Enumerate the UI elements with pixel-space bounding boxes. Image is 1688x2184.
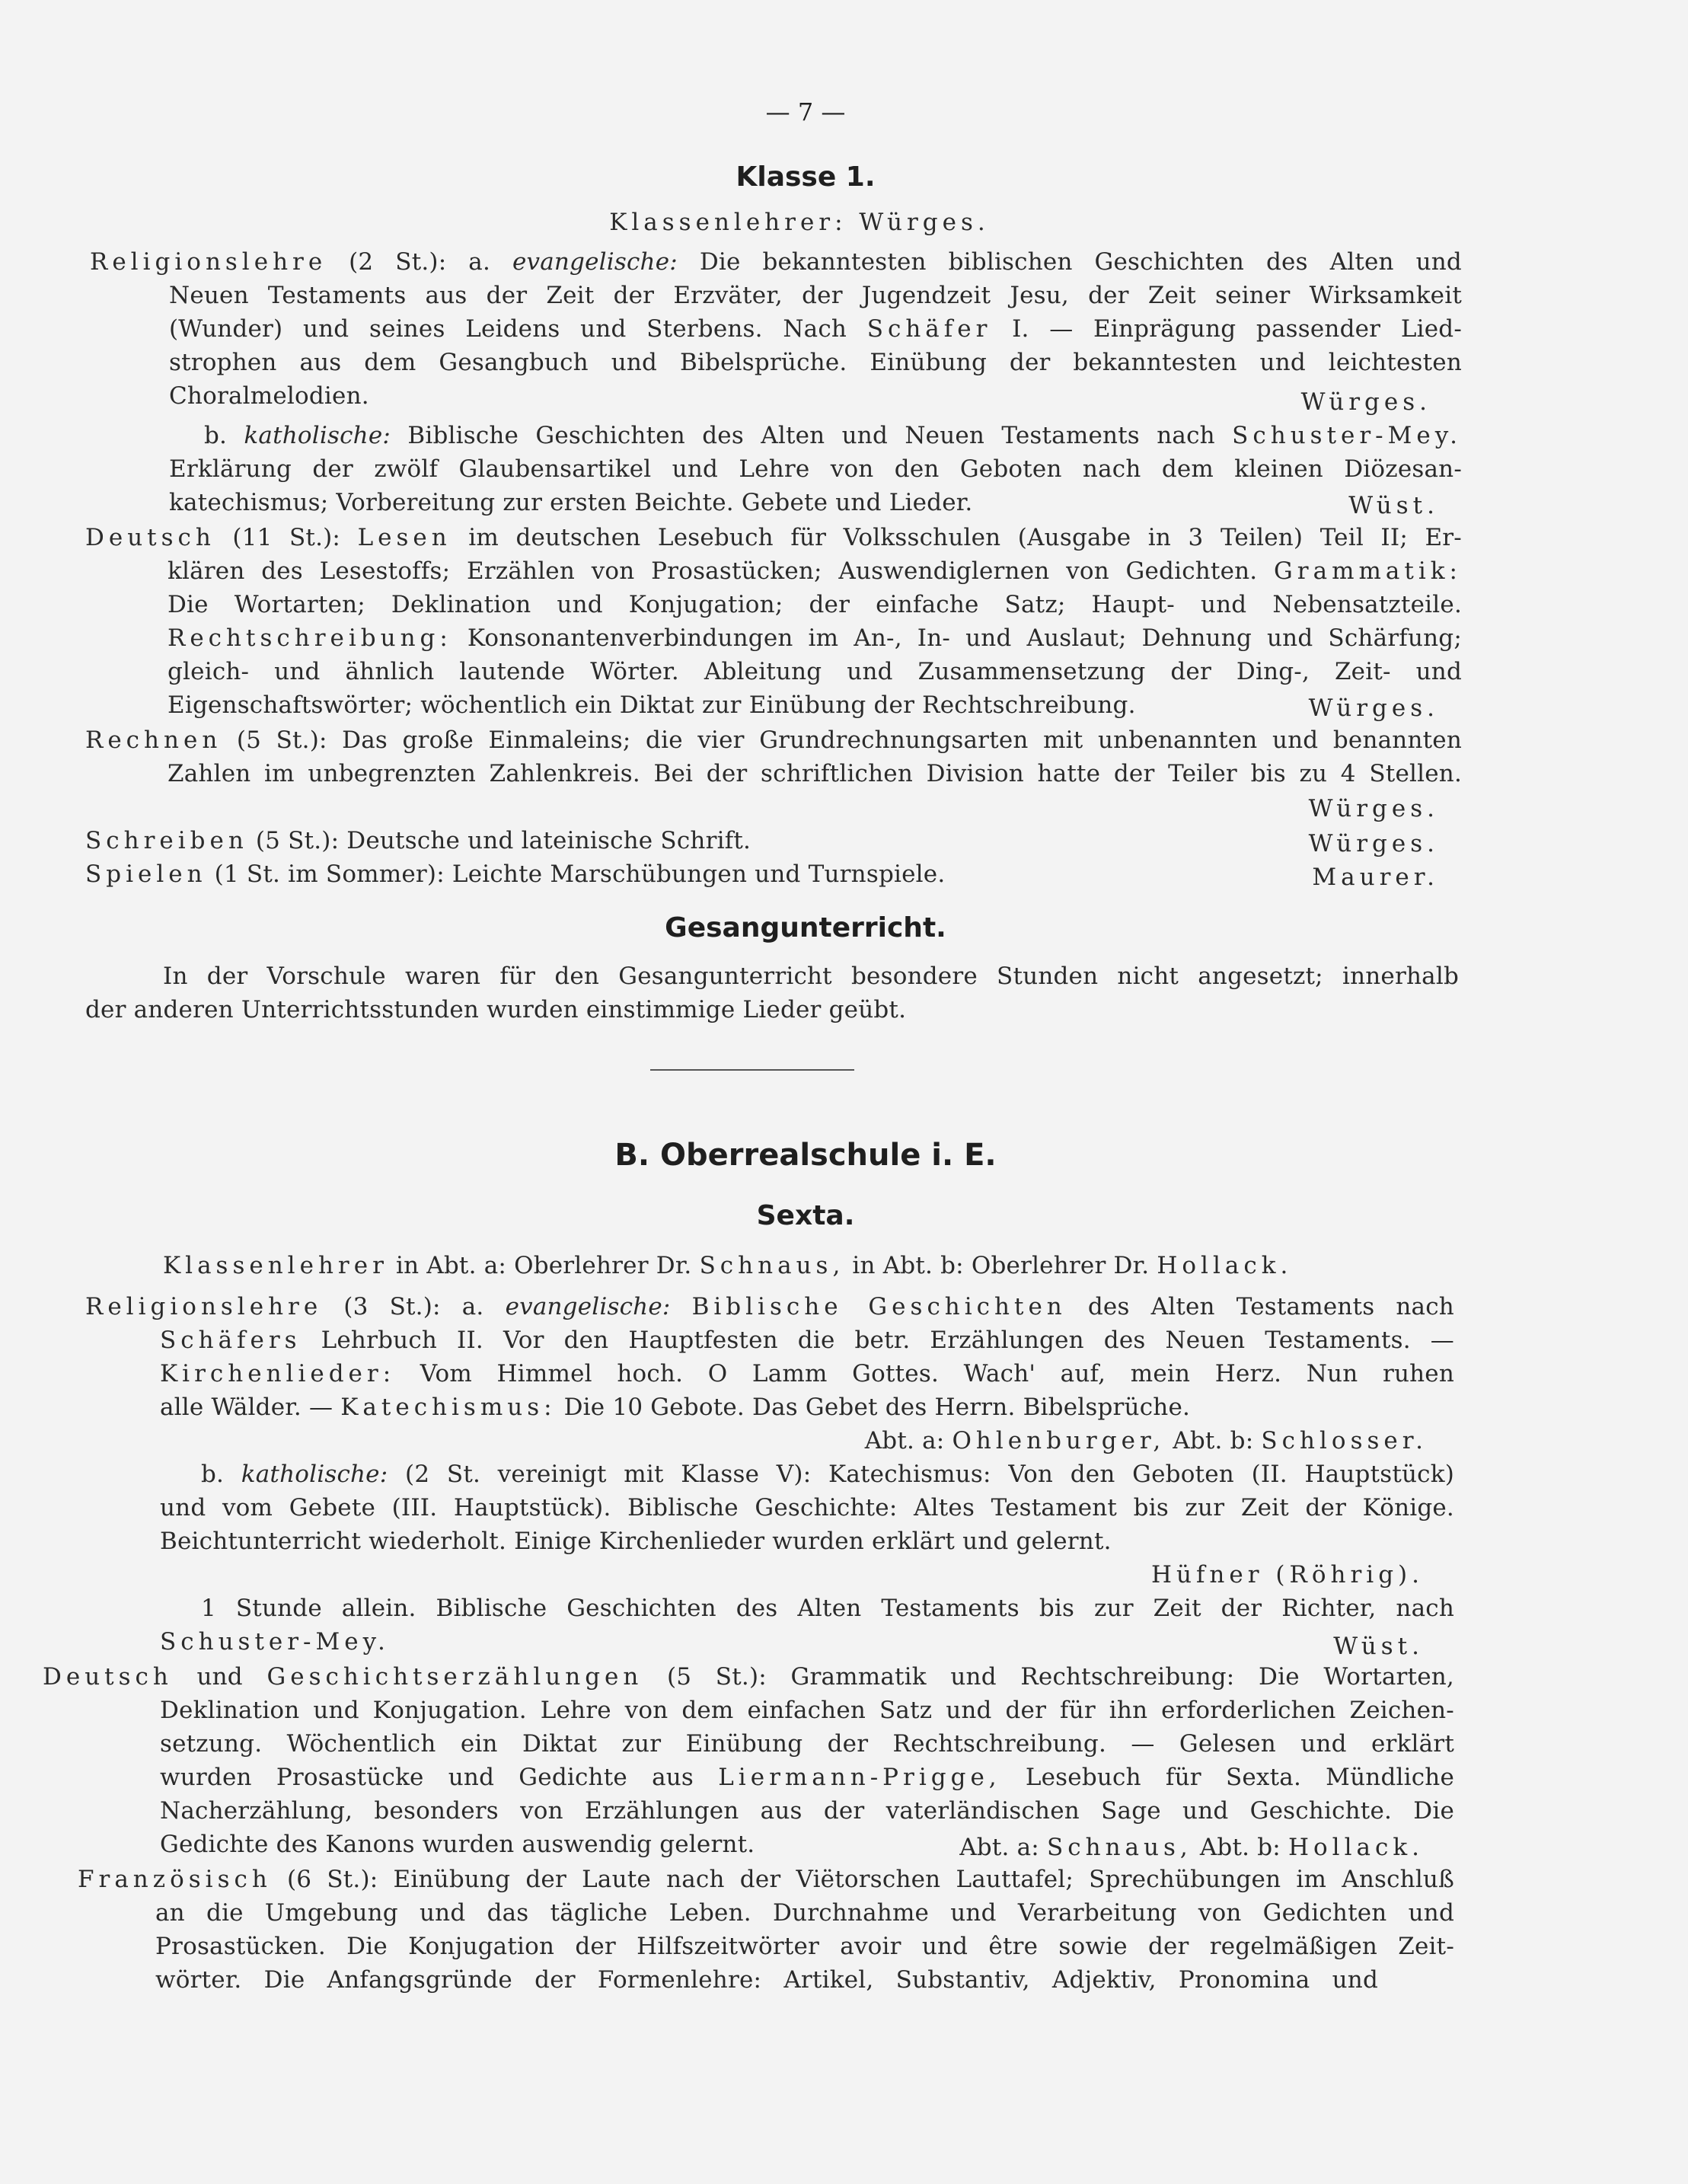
text-fragment: Schnaus,	[1047, 1834, 1192, 1861]
section-heading-oberrealschule: B. Oberrealschule i. E.	[614, 1138, 997, 1173]
text-fragment: b.	[201, 1461, 225, 1488]
section-heading-sexta: Sexta.	[756, 1200, 855, 1231]
teacher-name: Maurer.	[1312, 864, 1439, 891]
sexta-franzoesisch-line-1	[78, 1864, 1454, 1895]
text-fragment: Abt. a:	[864, 1427, 945, 1454]
subject-label-religion: Religionslehre	[85, 1293, 323, 1320]
teacher-name: Würges.	[1308, 830, 1439, 857]
sexta-deutsch-line-2: Deklination und Konjugation. Lehre von dem einfachen Satz und der für ihn erforderlichen Zeichen-	[160, 1697, 1454, 1724]
section-divider	[650, 1069, 854, 1071]
text-fragment: katholische:	[241, 1461, 388, 1488]
text-fragment: (2 St. vereinigt mit Klasse V): Katechismus: Von den Geboten (II. Hauptstück)	[405, 1461, 1455, 1488]
k1-religion-line-8: katechismus; Vorbereitung zur ersten Beichte. Gebete und Lieder.	[169, 489, 973, 516]
k1-spielen-line	[85, 859, 945, 889]
k1-religion-line-3	[169, 314, 1462, 344]
gesang-line-1: In der Vorschule waren für den Gesangunterricht besondere Stunden nicht angesetzt; innerhalb	[163, 963, 1459, 990]
k1-deutsch-line-5: gleich- und ähnlich lautende Wörter. Ableitung und Zusammensetzung der Ding-, Zeit- und	[168, 658, 1462, 685]
text-fragment: im deutschen Lesebuch für Volksschulen (Ausgabe in 3 Teilen) Teil II; Er-	[468, 524, 1462, 551]
section-heading-gesang: Gesangunterricht.	[665, 912, 946, 944]
sexta-deutsch-teachers	[876, 1832, 1424, 1863]
text-fragment: Hollack.	[1157, 1252, 1293, 1279]
text-fragment: (2 St.): a.	[349, 248, 491, 276]
text-fragment: Geschichtserzählungen	[266, 1663, 643, 1691]
text-fragment: Schäfer	[866, 315, 992, 343]
text-fragment: des Alten Testaments nach	[1087, 1293, 1454, 1320]
k1-deutsch-line-3: Die Wortarten; Deklination und Konjugation; der einfache Satz; Haupt- und Nebensatzteile.	[168, 591, 1462, 618]
subject-label-schreiben: Schreiben	[85, 827, 248, 854]
sexta-klassenlehrer-line	[163, 1250, 1292, 1281]
k1-rechnen-line-1	[85, 725, 1462, 755]
text-fragment: (Wunder) und seines Leidens und Sterbens. Nach	[169, 315, 847, 343]
text-fragment: Biblische Geschichten des Alten und Neuen Testaments nach	[407, 422, 1215, 449]
teacher-name: Würges.	[1300, 388, 1431, 416]
sexta-religion-line-2	[160, 1325, 1454, 1355]
k1-deutsch-line-1	[85, 522, 1462, 553]
teacher-name: Würges.	[1308, 795, 1439, 822]
text-fragment: Schnaus,	[699, 1252, 845, 1279]
text-fragment: Ohlenburger,	[952, 1427, 1166, 1454]
subject-label-rechnen: Rechnen	[85, 726, 222, 754]
k1-religion-line-5: Choralmelodien.	[169, 382, 369, 410]
text-fragment: Lehrbuch II. Vor den Hauptfesten die betr. Erzählungen des Neuen Testaments. —	[321, 1327, 1454, 1354]
text-fragment: Konsonantenverbindungen im An-, In- und Auslaut; Dehnung und Schärfung;	[467, 624, 1462, 652]
sexta-deutsch-line-3: setzung. Wöchentlich ein Diktat zur Einübung der Rechtschreibung. — Gelesen und erklärt	[160, 1730, 1454, 1758]
sexta-deutsch-line-6: Gedichte des Kanons wurden auswendig gelernt.	[160, 1831, 755, 1858]
text-fragment: I. — Einprägung passender Lied-	[1012, 315, 1462, 343]
text-fragment: Grammatik:	[1274, 557, 1462, 585]
text-fragment: alle Wälder. —	[160, 1394, 333, 1421]
text-fragment: (11 St.):	[232, 524, 341, 551]
text-fragment: Die 10 Gebote. Das Gebet des Herrn. Bibelsprüche.	[563, 1394, 1191, 1421]
k1-schreiben-line	[85, 825, 751, 856]
text-fragment: Lesen	[357, 524, 452, 551]
sexta-religion-line-11: Schuster-Mey.	[160, 1628, 390, 1656]
text-fragment: Biblische Geschichten	[691, 1293, 1067, 1320]
teacher-name: Wüst.	[1333, 1633, 1424, 1660]
text-fragment: evangelische:	[505, 1293, 671, 1320]
text-fragment: wurden Prosastücke und Gedichte aus	[160, 1764, 694, 1791]
sexta-religion-teachers	[761, 1426, 1428, 1456]
text-fragment: Schlosser.	[1261, 1427, 1428, 1454]
text-fragment: Abt. b:	[1173, 1427, 1254, 1454]
text-fragment: klären des Lesestoffs; Erzählen von Prosastücken; Auswendiglernen von Gedichten.	[168, 557, 1258, 585]
k1-religion-line-7: Erklärung der zwölf Glaubensartikel und Lehre von den Geboten nach dem kleinen Diözesan-	[169, 455, 1462, 483]
text-fragment: (3 St.): a.	[343, 1293, 484, 1320]
text-fragment: b.	[204, 422, 228, 449]
page-number: — 7 —	[765, 97, 846, 126]
k1-religion-line-4: strophen aus dem Gesangbuch und Bibelsprüche. Einübung der bekanntesten und leichtesten	[169, 349, 1462, 376]
section-heading-klasse1: Klasse 1.	[736, 161, 876, 193]
teacher-name: Hüfner (Röhrig).	[1150, 1561, 1424, 1589]
k1-deutsch-line-2	[168, 556, 1462, 586]
text-fragment: evangelische:	[512, 248, 678, 276]
text-fragment: katholische:	[244, 422, 391, 449]
text-fragment: Klassenlehrer	[163, 1252, 388, 1279]
text-fragment: Liermann-Prigge,	[718, 1764, 1001, 1791]
subject-label-religion: Religionslehre	[90, 248, 327, 276]
text-fragment: Hollack.	[1288, 1834, 1424, 1861]
text-fragment: in Abt. a: Oberlehrer Dr.	[395, 1252, 692, 1279]
k1-religion-line-6	[204, 420, 1462, 451]
sexta-deutsch-line-5: Nacherzählung, besonders von Erzählungen aus der vaterländischen Sage und Geschichte. Die	[160, 1797, 1454, 1825]
text-fragment: Schuster-Mey.	[1232, 422, 1462, 449]
text-fragment: in Abt. b: Oberlehrer Dr.	[852, 1252, 1150, 1279]
gesang-line-2: der anderen Unterrichtsstunden wurden einstimmige Lieder geübt.	[85, 996, 907, 1023]
sexta-religion-line-8: Beichtunterricht wiederholt. Einige Kirchenlieder wurden erklärt und gelernt.	[160, 1528, 1112, 1555]
klassenlehrer-line: Klassenlehrer: Würges.	[609, 209, 990, 236]
sexta-franzoesisch-line-2: an die Umgebung und das tägliche Leben. Durchnahme und Verarbeitung von Gedichten und	[155, 1899, 1454, 1927]
text-fragment: Vom Himmel hoch. O Lamm Gottes. Wach' auf, mein Herz. Nun ruhen	[420, 1360, 1455, 1387]
text-fragment: Rechtschreibung:	[168, 624, 452, 652]
text-fragment: (5 St.): Das große Einmaleins; die vier Grundrechnungsarten mit unbenannten und benannten	[236, 726, 1462, 754]
k1-religion-line-1	[90, 247, 1462, 277]
text-fragment: (5 St.): Grammatik und Rechtschreibung: Die Wortarten,	[666, 1663, 1454, 1691]
text-fragment: Die bekanntesten biblischen Geschichten des Alten und	[699, 248, 1462, 276]
text-fragment: Katechismus:	[340, 1394, 557, 1421]
k1-deutsch-line-4	[168, 623, 1462, 653]
sexta-religion-line-6	[201, 1459, 1454, 1490]
sexta-religion-line-10: 1 Stunde allein. Biblische Geschichten des Alten Testaments bis zur Zeit der Richter, nach	[201, 1595, 1454, 1622]
subject-label-spielen: Spielen	[85, 861, 207, 888]
text-fragment: Lesebuch für Sexta. Mündliche	[1025, 1764, 1454, 1791]
subject-label-deutsch: Deutsch	[85, 524, 215, 551]
text-fragment: Abt. b:	[1199, 1834, 1281, 1861]
text-fragment: Abt. a:	[959, 1834, 1039, 1861]
k1-religion-line-2: Neuen Testaments aus der Zeit der Erzväter, der Jugendzeit Jesu, der Zeit seiner Wirksamkeit	[169, 282, 1462, 309]
teacher-name: Wüst.	[1348, 492, 1439, 519]
text-fragment: Kirchenlieder:	[160, 1360, 396, 1387]
k1-deutsch-line-6: Eigenschaftswörter; wöchentlich ein Diktat zur Einübung der Rechtschreibung.	[168, 691, 1136, 719]
sexta-deutsch-line-4	[160, 1762, 1454, 1793]
sexta-religion-line-7: und vom Gebete (III. Hauptstück). Biblische Geschichte: Altes Testament bis zur Zeit der Könige.	[160, 1494, 1454, 1521]
text-fragment: Schäfers	[160, 1327, 302, 1354]
text-fragment: und	[196, 1663, 243, 1691]
subject-label-franzoesisch: Französisch	[78, 1866, 272, 1893]
sexta-franzoesisch-line-4: wörter. Die Anfangsgründe der Formenlehre: Artikel, Substantiv, Adjektiv, Pronomina und	[155, 1966, 1378, 1994]
text-fragment: (5 St.): Deutsche und lateinische Schrift.	[255, 827, 751, 854]
sexta-religion-line-1	[85, 1292, 1454, 1322]
text-fragment: (6 St.): Einübung der Laute nach der Viëtorschen Lauttafel; Sprechübungen im Anschluß	[286, 1866, 1455, 1893]
sexta-religion-line-4	[160, 1392, 1190, 1422]
sexta-franzoesisch-line-3: Prosastücken. Die Konjugation der Hilfszeitwörter avoir und être sowie der regelmäßigen Zeit-	[155, 1933, 1454, 1960]
k1-rechnen-line-2: Zahlen im unbegrenzten Zahlenkreis. Bei der schriftlichen Division hatte der Teiler bis zu 4 Stellen.	[168, 760, 1462, 787]
text-fragment: (1 St. im Sommer): Leichte Marschübungen und Turnspiele.	[214, 861, 946, 888]
subject-label-deutsch: Deutsch	[43, 1663, 173, 1691]
sexta-religion-line-3	[160, 1359, 1454, 1389]
teacher-name: Würges.	[1308, 694, 1439, 722]
sexta-deutsch-line-1	[43, 1662, 1454, 1692]
